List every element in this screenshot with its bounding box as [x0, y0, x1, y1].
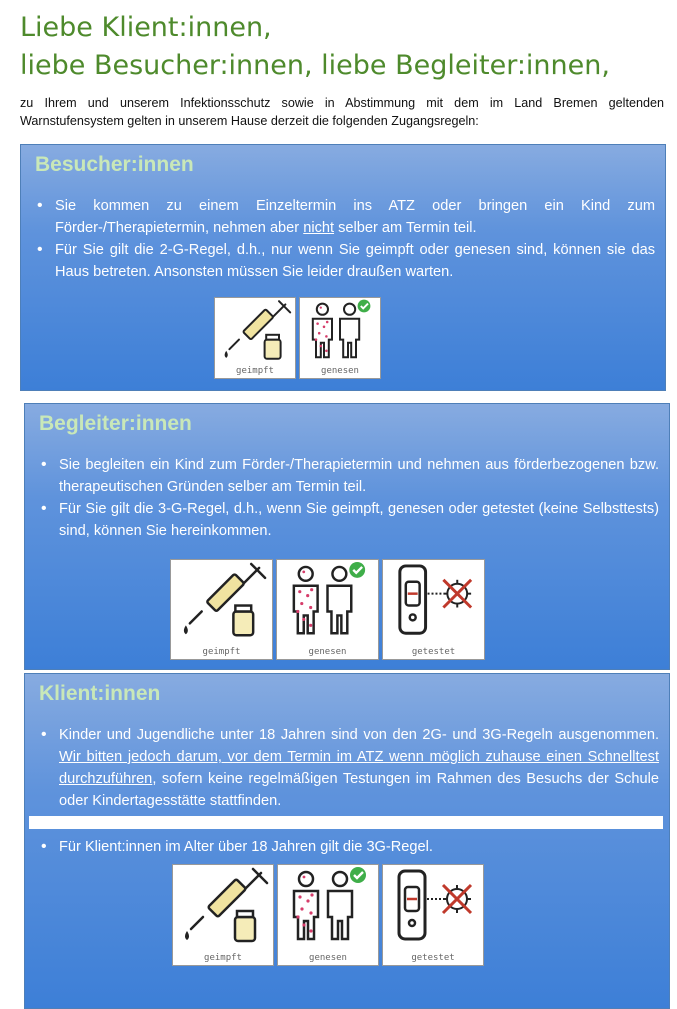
pictogram-genesen-label: genesen	[321, 366, 359, 376]
pictogram-genesen	[299, 297, 381, 379]
besucher-bullet-1-text-b: selber am Termin teil.	[334, 220, 477, 236]
syringe-icon	[173, 865, 273, 945]
klient-bullet-2: • Für Klient:innen im Alter über 18 Jahren gilt die 3G-Regel.	[35, 836, 659, 858]
klient-bullet-1-underlined: Wir bitten jedoch darum, vor dem Termin im ATZ wenn möglich zuhause einen Schnelltest durchzuführen	[59, 749, 659, 787]
pictogram-geimpft	[214, 297, 296, 379]
begleiter-bullet-2: • Für Sie gilt die 3-G-Regel, d.h., wenn Sie geimpft, genesen oder getestet (keine Selbsttests) sind, können Sie hereinkommen.	[35, 498, 659, 542]
recovered-person-icon	[278, 865, 378, 945]
begleiter-section	[24, 403, 670, 670]
pictogram-geimpft-label: geimpft	[204, 953, 242, 963]
klient-title: Klient:innen	[39, 682, 161, 705]
heading-line-1: Liebe Klient:innen,	[20, 12, 272, 43]
besucher-bullet-1	[31, 195, 655, 239]
intro-text	[20, 94, 664, 130]
pictogram-genesen-label: genesen	[308, 647, 347, 657]
syringe-icon	[171, 560, 272, 639]
pictogram-getestet-label: getestet	[411, 647, 456, 657]
besucher-bullet-2: • Für Sie gilt die 2-G-Regel, d.h., nur wenn Sie geimpft oder genesen sind, können sie das Haus betreten. Ansonsten müssen Sie leider draußen warten.	[31, 239, 655, 283]
intro-line-2: Warnstufensystem gelten in unserem Hause derzeit die folgenden Zugangsregeln:	[20, 114, 479, 128]
besucher-bullet-1-text-a: Sie kommen zu einem Einzeltermin ins ATZ oder bringen ein Kind zum Förder-/Therapietermin, nehmen aber	[55, 198, 655, 236]
besucher-section	[20, 144, 666, 391]
klient-bullet-1	[35, 724, 659, 812]
heading-line-2: liebe Besucher:innen, liebe Begleiter:innen,	[20, 50, 610, 81]
divider-bar	[29, 816, 663, 829]
klient-pictograms	[172, 864, 484, 966]
besucher-title: Besucher:innen	[35, 153, 194, 176]
besucher-bullets	[31, 195, 655, 283]
rapid-test-icon	[383, 560, 484, 639]
besucher-pictograms	[214, 297, 381, 379]
pictogram-geimpft-label: geimpft	[202, 647, 241, 657]
klient-bullet-1-text-a: Kinder und Jugendliche unter 18 Jahren sind von den 2G- und 3G-Regeln ausgenommen.	[59, 727, 659, 743]
klient-bullet-1-text-b: , sofern keine regelmäßigen Testungen im Rahmen des Besuchs der Schule oder Kindertagesstätte stattfinden.	[59, 771, 659, 809]
pictogram-getestet	[382, 864, 484, 966]
klient-bullets-2	[35, 836, 659, 858]
pictogram-geimpft	[172, 864, 274, 966]
pictogram-genesen	[276, 559, 379, 660]
pictogram-getestet	[382, 559, 485, 660]
klient-section	[24, 673, 670, 1009]
begleiter-pictograms	[170, 559, 485, 660]
pictogram-geimpft-label: geimpft	[236, 366, 274, 376]
intro-line-1: zu Ihrem und unserem Infektionsschutz sowie in Abstimmung mit dem im Land Bremen geltenden	[20, 96, 664, 110]
pictogram-getestet-label: getestet	[411, 953, 455, 963]
begleiter-bullet-1: • Sie begleiten ein Kind zum Förder-/Therapietermin und nehmen aus förderbezogenen bzw. therapeutischen Gründen selber am Termin teil.	[35, 454, 659, 498]
pictogram-geimpft	[170, 559, 273, 660]
besucher-bullet-1-underlined: nicht	[303, 220, 335, 236]
begleiter-bullets	[35, 454, 659, 542]
recovered-person-icon	[277, 560, 378, 639]
pictogram-genesen-label: genesen	[309, 953, 347, 963]
klient-bullets-1	[35, 724, 659, 812]
rapid-test-icon	[383, 865, 483, 945]
begleiter-title: Begleiter:innen	[39, 412, 192, 435]
pictogram-genesen	[277, 864, 379, 966]
recovered-person-icon	[300, 298, 380, 362]
syringe-icon	[215, 298, 295, 362]
